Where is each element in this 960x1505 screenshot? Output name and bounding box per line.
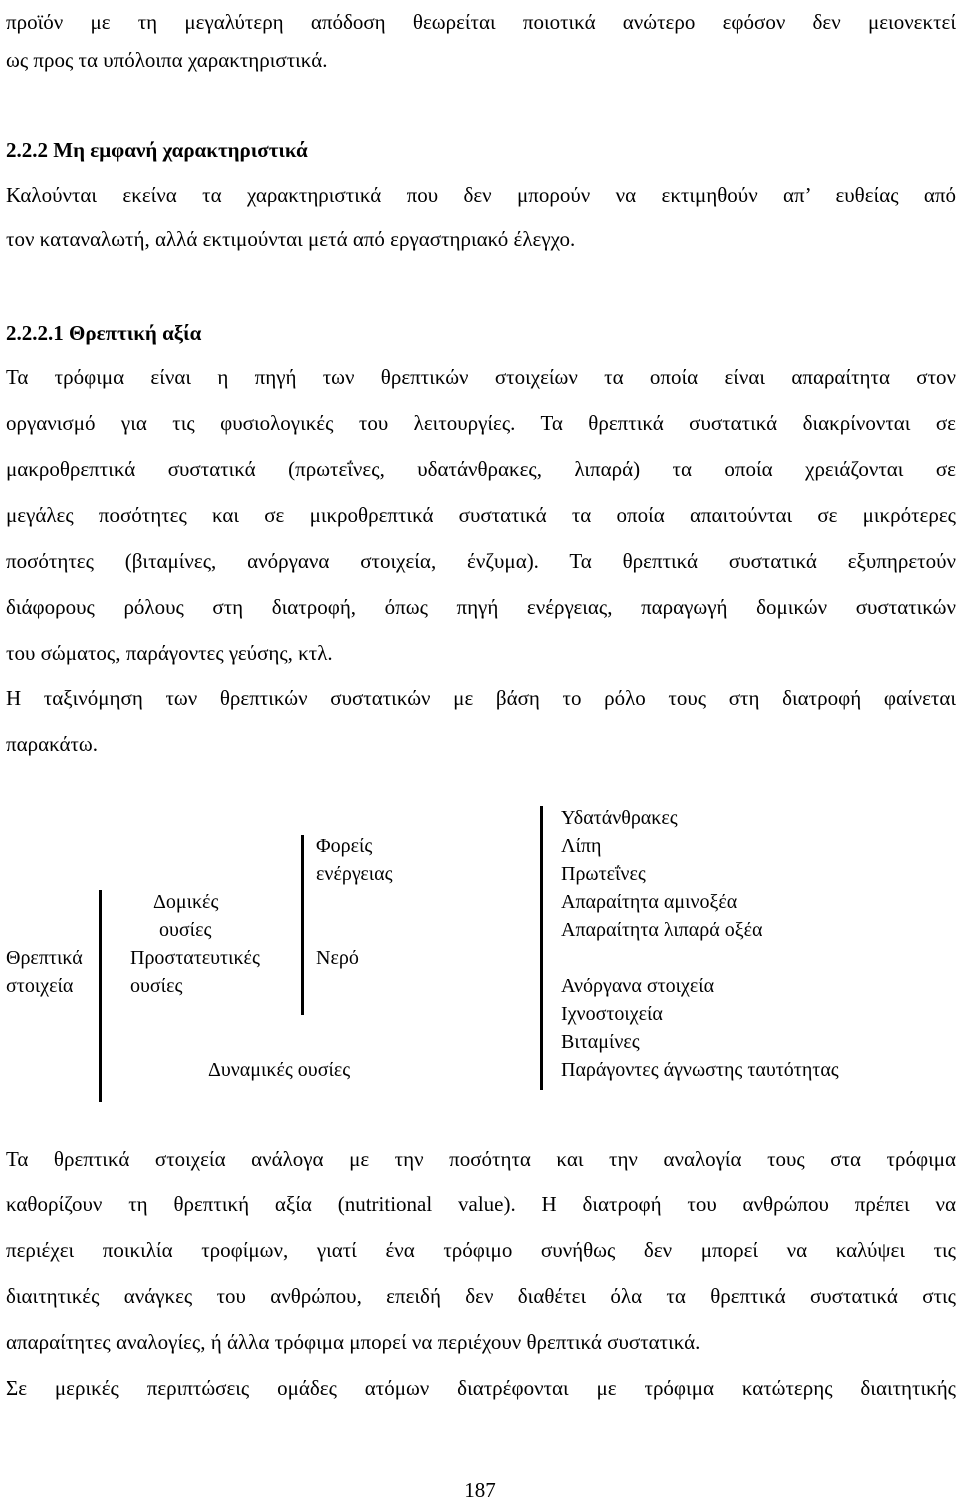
paragraph-line: οργανισμό για τις φυσιολογικές του λειτουργίες. Τα θρεπτικά συστατικά διακρίνονται σε — [6, 411, 956, 435]
diagram-component: Ιχνοστοιχεία — [561, 1003, 663, 1025]
diagram-component: Βιταμίνες — [561, 1031, 640, 1053]
diagram-component: Πρωτεΐνες — [561, 863, 646, 885]
paragraph-line: προϊόν με τη μεγαλύτερη απόδοση θεωρείται ποιοτικά ανώτερο εφόσον δεν μειονεκτεί — [6, 10, 956, 34]
paragraph-line: Η ταξινόμηση των θρεπτικών συστατικών με βάση το ρόλο τους στη διατροφή φαίνεται — [6, 686, 956, 710]
paragraph-line: διάφορους ρόλους στη διατροφή, όπως πηγή ενέργειας, παραγωγή δομικών συστατικών — [6, 595, 956, 619]
paragraph-line: Καλούνται εκείνα τα χαρακτηριστικά που δεν μπορούν να εκτιμηθούν απ’ ευθείας από — [6, 183, 956, 207]
paragraph-line: ως προς τα υπόλοιπα χαρακτηριστικά. — [6, 48, 328, 72]
paragraph-line: καθορίζουν τη θρεπτική αξία (nutritional value). Η διατροφή του ανθρώπου πρέπει να — [6, 1192, 956, 1216]
paragraph-line: ποσότητες (βιταμίνες, ανόργανα στοιχεία, ένζυμα). Τα θρεπτικά συστατικά εξυπηρετούν — [6, 549, 956, 573]
diagram-structural-line2: ουσίες — [159, 919, 212, 941]
paragraph-line: μακροθρεπτικά συστατικά (πρωτεΐνες, υδατάνθρακες, λιπαρά) τα οποία χρειάζονται σε — [6, 457, 956, 481]
diagram-component: Παράγοντες άγνωστης ταυτότητας — [561, 1059, 839, 1081]
diagram-component: Υδατάνθρακες — [561, 807, 678, 829]
paragraph-line: του σώματος, παράγοντες γεύσης, κτλ. — [6, 641, 333, 665]
diagram-protective-line2: ουσίες — [130, 975, 183, 997]
paragraph-line: μεγάλες ποσότητες και σε μικροθρεπτικά συστατικά τα οποία απαιτούνται σε μικρότερες — [6, 503, 956, 527]
paragraph-line: Τα τρόφιμα είναι η πηγή των θρεπτικών στοιχείων τα οποία είναι απαραίτητα στον — [6, 365, 956, 389]
paragraph-line: απαραίτητες αναλογίες, ή άλλα τρόφιμα μπορεί να περιέχουν θρεπτικά συστατικά. — [6, 1330, 701, 1354]
paragraph-line: Σε μερικές περιπτώσεις ομάδες ατόμων διατρέφονται με τρόφιμα κατώτερης διαιτητικής — [6, 1376, 956, 1400]
diagram-component: Απαραίτητα λιπαρά οξέα — [561, 919, 763, 941]
diagram-component: Λίπη — [561, 835, 602, 857]
page-number: 187 — [464, 1478, 496, 1502]
diagram-water: Νερό — [316, 947, 359, 969]
diagram-bracket-middle — [301, 835, 304, 1015]
diagram-component: Ανόργανα στοιχεία — [561, 975, 715, 997]
diagram-structural-line1: Δομικές — [153, 891, 219, 913]
diagram-root-label-line1: Θρεπτικά — [6, 947, 83, 969]
diagram-protective-line1: Προστατευτικές — [130, 947, 260, 969]
paragraph-line: παρακάτω. — [6, 732, 98, 756]
section-heading-2-2-2: 2.2.2 Μη εμφανή χαρακτηριστικά — [6, 138, 308, 162]
diagram-energy-line1: Φορείς — [316, 835, 373, 857]
paragraph-line: περιέχει ποικιλία τροφίμων, γιατί ένα τρόφιμο συνήθως δεν μπορεί να καλύψει τις — [6, 1238, 956, 1262]
diagram-root-label-line2: στοιχεία — [6, 975, 74, 997]
paragraph-line: τον καταναλωτή, αλλά εκτιμούνται μετά από εργαστηριακό έλεγχο. — [6, 227, 576, 251]
diagram-dynamic: Δυναμικές ουσίες — [208, 1059, 351, 1081]
diagram-bracket-right — [540, 806, 543, 1090]
diagram-component: Απαραίτητα αμινοξέα — [561, 891, 738, 913]
paragraph-line: διαιτητικές ανάγκες του ανθρώπου, επειδή δεν διαθέτει όλα τα θρεπτικά συστατικά στις — [6, 1284, 956, 1308]
paragraph-line: Τα θρεπτικά στοιχεία ανάλογα με την ποσότητα και την αναλογία τους στα τρόφιμα — [6, 1147, 956, 1171]
section-heading-2-2-2-1: 2.2.2.1 Θρεπτική αξία — [6, 321, 202, 345]
diagram-energy-line2: ενέργειας — [316, 863, 393, 885]
diagram-bracket-left — [99, 890, 102, 1102]
